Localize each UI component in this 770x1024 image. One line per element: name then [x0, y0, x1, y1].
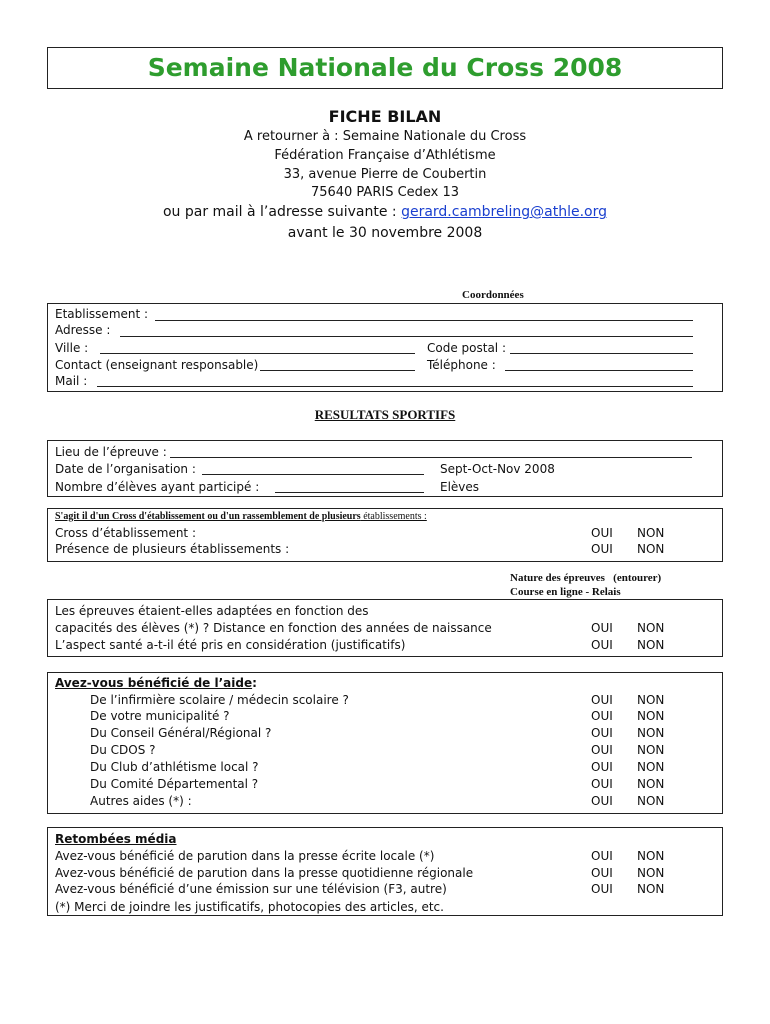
adresse-label: Adresse :: [55, 323, 111, 337]
nombre-field[interactable]: [275, 492, 424, 493]
cross-etablissement-label: Cross d’établissement :: [55, 526, 196, 540]
media-television-non[interactable]: NON: [637, 882, 665, 896]
contact-label: Contact (enseignant responsable): [55, 358, 259, 372]
aide-municipalite-non[interactable]: NON: [637, 709, 665, 723]
type-cross-question: [55, 511, 427, 522]
lieu-label: Lieu de l’épreuve :: [55, 445, 167, 459]
type-cross-question-bold: S'agit il d'un Cross d'établissement ou d'un rassemblement de plusieurs: [55, 511, 361, 522]
plusieurs-etablissements-oui[interactable]: OUI: [591, 542, 613, 556]
aide-autres-non[interactable]: NON: [637, 794, 665, 808]
aide-autres-oui[interactable]: OUI: [591, 794, 613, 808]
media-item-presse-locale: Avez-vous bénéficié de parution dans la presse écrite locale (*): [55, 849, 435, 863]
lieu-field[interactable]: [170, 457, 692, 458]
etablissement-field[interactable]: [155, 320, 693, 321]
contact-field[interactable]: [260, 370, 415, 371]
nombre-value: Elèves: [440, 480, 480, 494]
adresse-field[interactable]: [120, 336, 693, 337]
mail-line: [0, 204, 770, 220]
nombre-label: Nombre d’élèves ayant participé :: [55, 480, 260, 494]
cross-etablissement-oui[interactable]: OUI: [591, 526, 613, 540]
telephone-label: Téléphone :: [427, 358, 496, 372]
media-item-television: Avez-vous bénéficié d’une émission sur une télévision (F3, autre): [55, 882, 447, 896]
aide-heading: [55, 676, 257, 690]
code-postal-field[interactable]: [510, 353, 693, 354]
aide-club-non[interactable]: NON: [637, 760, 665, 774]
sante-non[interactable]: NON: [637, 638, 665, 652]
aide-item-infirmiere: De l’infirmière scolaire / médecin scolaire ?: [90, 693, 349, 707]
mail-field[interactable]: [97, 386, 693, 387]
city-line: 75640 PARIS Cedex 13: [310, 185, 460, 200]
aide-cdos-oui[interactable]: OUI: [591, 743, 613, 757]
email-link[interactable]: gerard.cambreling@athle.org: [401, 204, 608, 220]
ville-label: Ville :: [55, 341, 89, 355]
plusieurs-etablissements-label: Présence de plusieurs établissements :: [55, 542, 290, 556]
aide-club-oui[interactable]: OUI: [591, 760, 613, 774]
federation-line: Fédération Française d’Athlétisme: [274, 148, 496, 163]
aide-item-comite: Du Comité Départemental ?: [90, 777, 259, 791]
aide-heading-text: Avez-vous bénéficié de l’aide: [55, 676, 253, 690]
media-presse-locale-non[interactable]: NON: [637, 849, 665, 863]
deadline-line: avant le 30 novembre 2008: [287, 225, 483, 241]
aide-infirmiere-oui[interactable]: OUI: [591, 693, 613, 707]
etablissement-label: Etablissement :: [55, 307, 149, 321]
cross-etablissement-non[interactable]: NON: [637, 526, 665, 540]
adaptees-line-1: Les épreuves étaient-elles adaptées en fonction des: [55, 604, 369, 618]
date-field[interactable]: [202, 474, 424, 475]
media-note: (*) Merci de joindre les justificatifs, photocopies des articles, etc.: [55, 900, 444, 914]
media-heading: Retombées média: [55, 832, 177, 846]
aide-comite-oui[interactable]: OUI: [591, 777, 613, 791]
media-item-presse-regionale: Avez-vous bénéficié de parution dans la presse quotidienne régionale: [55, 866, 474, 880]
mail-label: Mail :: [55, 374, 88, 388]
aide-item-autres: Autres aides (*) :: [90, 794, 192, 808]
mail-prefix: ou par mail à l’adresse suivante :: [162, 204, 402, 220]
aide-item-municipalite: De votre municipalité ?: [90, 709, 230, 723]
coordonnees-heading: Coordonnées: [462, 289, 524, 301]
plusieurs-etablissements-non[interactable]: NON: [637, 542, 665, 556]
aide-cdos-non[interactable]: NON: [637, 743, 665, 757]
aide-heading-colon: :: [252, 676, 257, 690]
nature-epreuves-label: Nature des épreuves (entourer): [510, 572, 662, 584]
aide-conseil-oui[interactable]: OUI: [591, 726, 613, 740]
course-type-label: Course en ligne - Relais: [510, 586, 621, 598]
aide-item-conseil: Du Conseil Général/Régional ?: [90, 726, 272, 740]
aide-infirmiere-non[interactable]: NON: [637, 693, 665, 707]
page-title: Semaine Nationale du Cross 2008: [147, 53, 623, 82]
return-address-line: A retourner à : Semaine Nationale du Cross: [243, 129, 527, 144]
type-cross-question-rest: établissements :: [360, 511, 427, 522]
coordonnees-box: [47, 303, 723, 392]
resultats-heading: RESULTATS SPORTIFS: [314, 407, 456, 422]
code-postal-label: Code postal :: [427, 341, 506, 355]
adaptees-oui[interactable]: OUI: [591, 621, 613, 635]
date-value: Sept-Oct-Nov 2008: [440, 462, 555, 476]
media-presse-regionale-oui[interactable]: OUI: [591, 866, 613, 880]
media-presse-locale-oui[interactable]: OUI: [591, 849, 613, 863]
aide-conseil-non[interactable]: NON: [637, 726, 665, 740]
aide-comite-non[interactable]: NON: [637, 777, 665, 791]
adaptees-non[interactable]: NON: [637, 621, 665, 635]
street-line: 33, avenue Pierre de Coubertin: [283, 167, 487, 182]
media-television-oui[interactable]: OUI: [591, 882, 613, 896]
aide-item-club: Du Club d’athlétisme local ?: [90, 760, 259, 774]
date-label: Date de l’organisation :: [55, 462, 196, 476]
adaptees-line-2: capacités des élèves (*) ? Distance en fonction des années de naissance: [55, 621, 492, 635]
aide-item-cdos: Du CDOS ?: [90, 743, 156, 757]
fiche-bilan-heading: FICHE BILAN: [328, 107, 442, 126]
sante-label: L’aspect santé a-t-il été pris en considération (justificatifs): [55, 638, 406, 652]
ville-field[interactable]: [100, 353, 415, 354]
sante-oui[interactable]: OUI: [591, 638, 613, 652]
telephone-field[interactable]: [505, 370, 693, 371]
aide-municipalite-oui[interactable]: OUI: [591, 709, 613, 723]
media-presse-regionale-non[interactable]: NON: [637, 866, 665, 880]
